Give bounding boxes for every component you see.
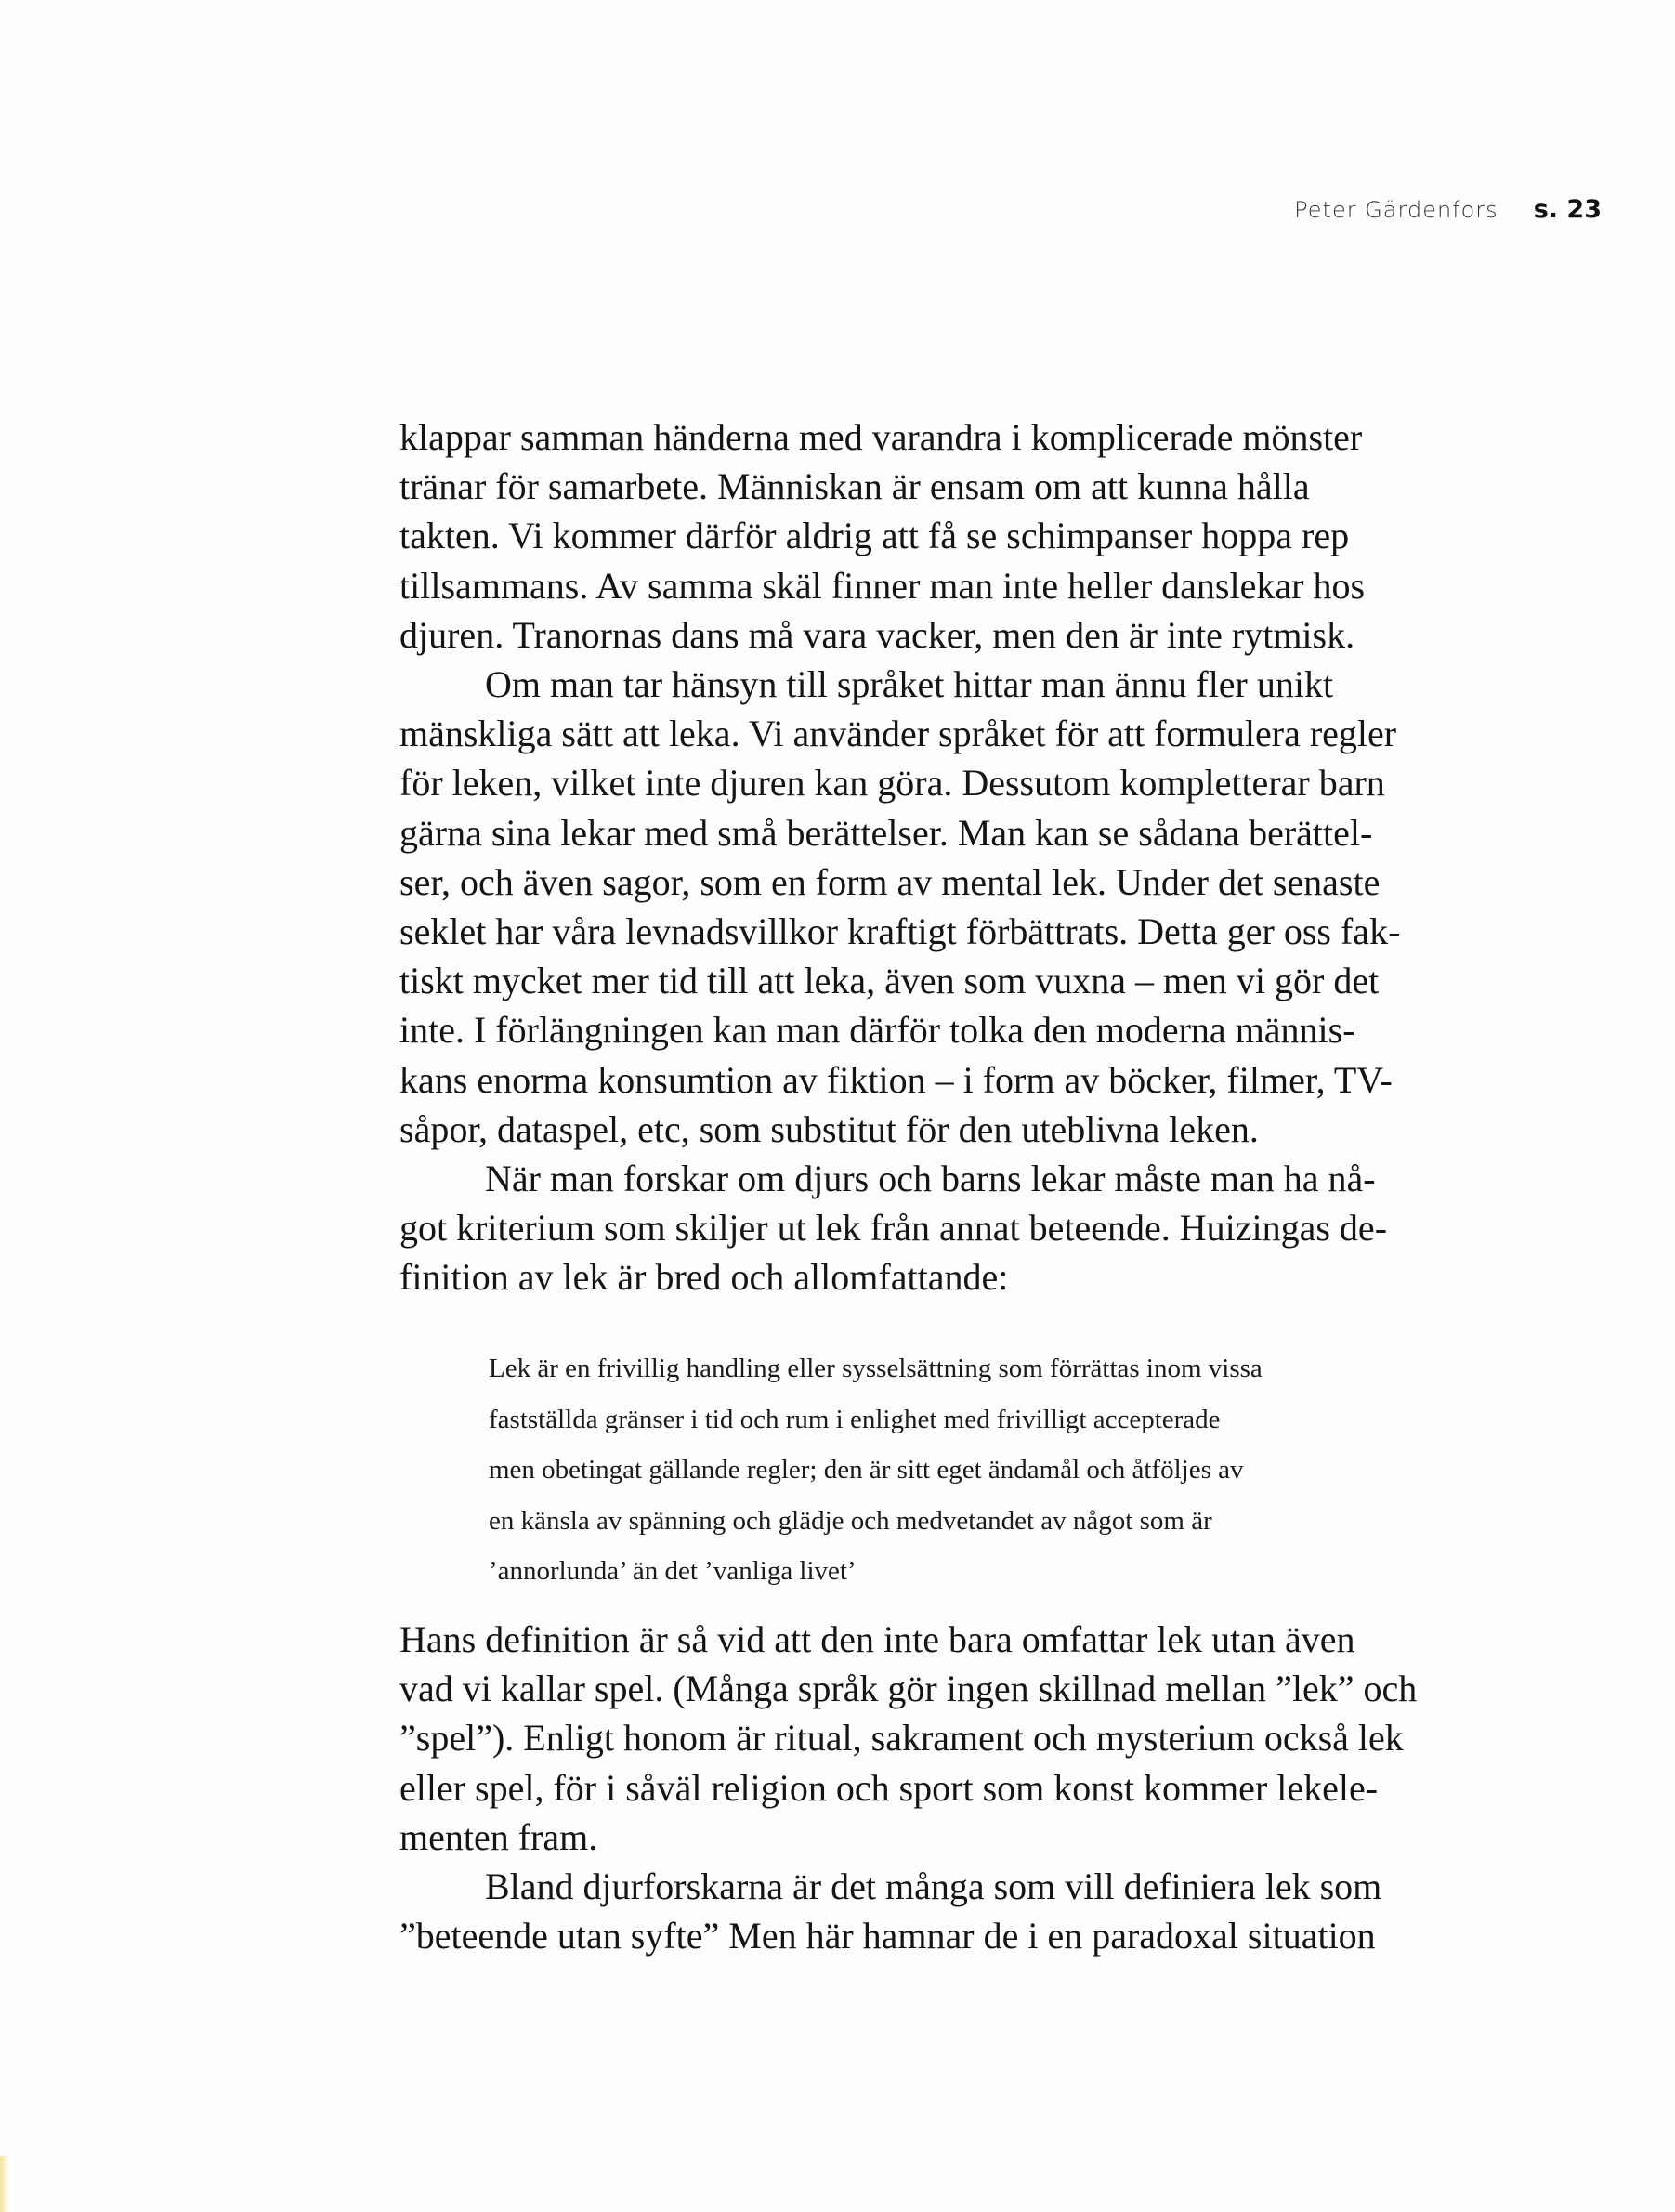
quote-line: men obetingat gällande regler; den är sitt eget ändamål och åtföljes av — [489, 1455, 1244, 1485]
quote-line: en känsla av spänning och glädje och medvetandet av något som är — [489, 1505, 1212, 1536]
text-line: ”beteende utan syfte” Men här hamnar de i en paradoxal situation — [399, 1915, 1376, 1957]
text-line-paragraph-start: Bland djurforskarna är det många som vill definiera lek som — [485, 1865, 1382, 1908]
text-line: takten. Vi kommer därför aldrig att få se schimpanser hoppa rep — [399, 515, 1350, 557]
text-line: gärna sina lekar med små berättelser. Man kan se sådana berättel- — [399, 811, 1373, 854]
header-author: Peter Gärdenfors — [1294, 197, 1498, 223]
text-line: Hans definition är så vid att den inte bara omfattar lek utan även — [399, 1618, 1355, 1660]
text-line: tillsammans. Av samma skäl finner man inte heller danslekar hos — [399, 564, 1366, 607]
text-line: ser, och även sagor, som en form av mental lek. Under det senaste — [399, 860, 1381, 903]
scan-edge-mark — [0, 2156, 9, 2212]
text-line: såpor, dataspel, etc, som substitut för den uteblivna leken. — [399, 1107, 1259, 1150]
text-line-paragraph-start: När man forskar om djurs och barns lekar måste man ha nå- — [485, 1158, 1376, 1200]
text-line: got kriterium som skiljer ut lek från annat beteende. Huizingas de- — [399, 1207, 1388, 1250]
text-line: ”spel”). Enligt honom är ritual, sakrament och mysterium också lek — [399, 1717, 1404, 1760]
text-line: seklet har våra levnadsvillkor kraftigt förbättrats. Detta ger oss fak- — [399, 910, 1401, 953]
text-line: eller spel, för i såväl religion och sport som konst kommer lekele- — [399, 1766, 1379, 1809]
text-line: inte. I förlängningen kan man därför tolka den moderna männis- — [399, 1009, 1355, 1052]
block-quote — [489, 1343, 1418, 1597]
running-header — [1294, 195, 1602, 224]
quote-line: fastställda gränser i tid och rum i enlighet med frivilligt accepterade — [489, 1404, 1221, 1434]
body-text-after-quote — [399, 1615, 1496, 1960]
text-line: tränar för samarbete. Människan är ensam om att kunna hålla — [399, 465, 1310, 508]
text-line: vad vi kallar spel. (Många språk gör ingen skillnad mellan ”lek” och — [399, 1668, 1418, 1710]
text-line: tiskt mycket mer tid till att leka, även som vuxna – men vi gör det — [399, 960, 1380, 1002]
text-line: menten fram. — [399, 1815, 598, 1858]
text-line: mänskliga sätt att leka. Vi använder språket för att formulera regler — [399, 713, 1397, 755]
text-line: kans enorma konsumtion av fiktion – i form av böcker, filmer, TV- — [399, 1058, 1393, 1101]
text-line-paragraph-start: Om man tar hänsyn till språket hittar man ännu fler unikt — [485, 663, 1334, 706]
text-line: djuren. Tranornas dans må vara vacker, men den är inte rytmisk. — [399, 613, 1355, 656]
quote-line: ’annorlunda’ än det ’vanliga livet’ — [489, 1556, 857, 1586]
quote-line: Lek är en frivillig handling eller sysselsättning som förrättas inom vissa — [489, 1354, 1263, 1383]
text-line: klappar samman händerna med varandra i komplicerade mönster — [399, 416, 1363, 458]
text-line: finition av lek är bred och allomfattande: — [399, 1256, 1009, 1299]
text-line: för leken, vilket inte djuren kan göra. Dessutom kompletterar barn — [399, 762, 1385, 805]
page-number: s. 23 — [1533, 195, 1602, 224]
body-text-before-quote — [399, 412, 1496, 1302]
